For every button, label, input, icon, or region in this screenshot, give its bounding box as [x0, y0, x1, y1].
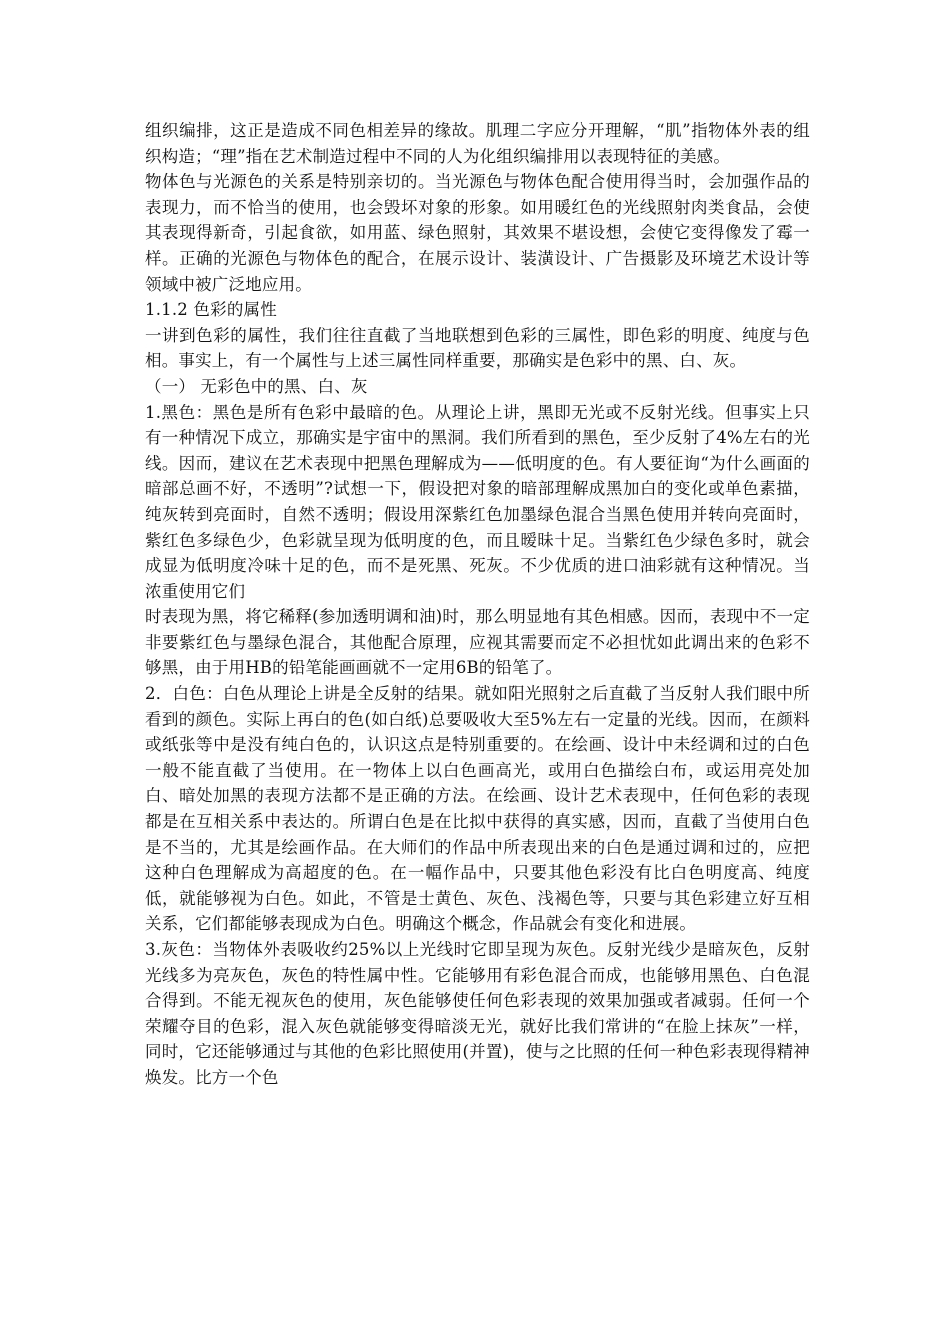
paragraph-color-attributes-intro: 一讲到色彩的属性，我们往往直截了当地联想到色彩的三属性，即色彩的明度、纯度与色相。事实上，有一个属性与上述三属性同样重要，那确实是色彩中的黑、白、灰。 [145, 325, 810, 371]
paragraph-black: 1.黑色：黑色是所有色彩中最暗的色。从理论上讲，黑即无光或不反射光线。但事实上只有一种情况下成立，那确实是宇宙中的黑洞。我们所看到的黑色，至少反射了4%左右的光线。因而，建议在艺术表现中把黑色理解成为——低明度的色。有人要征询“为什么画面的暗部总画不好，不透明”?试想一下，假设把对象的暗部理解成黑加白的变化或单色素描，纯灰转到亮面时，自然不透明；假设用深紫红色加墨绿色混合当黑色使用并转向亮面时，紫红色多绿色少，色彩就呈现为低明度的色，而且暧昧十足。当紫红色少绿色多时，就会成显为低明度冷味十足的色，而不是死黑、死灰。不少优质的进口油彩就有这种情况。当浓重使用它们 [145, 402, 810, 601]
paragraph-object-light-color: 物体色与光源色的关系是特别亲切的。当光源色与物体色配合使用得当时，会加强作品的表现力，而不恰当的使用，也会毁坏对象的形象。如用暖红色的光线照射肉类食品，会使其表现得新奇，引起食欲，如用蓝、绿色照射，其效果不堪设想，会使它变得像发了霉一样。正确的光源色与物体色的配合，在展示设计、装潢设计、广告摄影及环境艺术设计等领域中被广泛地应用。 [145, 172, 810, 294]
document-page [145, 118, 810, 1091]
subsection-heading-achromatic: （一） 无彩色中的黑、白、灰 [145, 376, 368, 396]
section-heading-color-attributes: 1.1.2 色彩的属性 [145, 300, 277, 320]
paragraph-black-continued: 时表现为黑，将它稀释(参加透明调和油)时，那么明显地有其色相感。因而，表现中不一定非要紫红色与墨绿色混合，其他配合原理，应视其需要而定不必担忧如此调出来的色彩不够黑，由于用HB的铅笔能画画就不一定用6B的铅笔了。 [145, 607, 810, 678]
paragraph-texture-definition: 组织编排，这正是造成不同色相差异的缘故。肌理二字应分开理解，“肌”指物体外表的组织构造；“理”指在艺术制造过程中不同的人为化组织编排用以表现特征的美感。 [145, 121, 810, 166]
paragraph-white: 2．白色：白色从理论上讲是全反射的结果。就如阳光照射之后直截了当反射人我们眼中所看到的颜色。实际上再白的色(如白纸)总要吸收大至5%左右一定量的光线。因而，在颜料或纸张等中是没有纯白色的，认识这点是特别重要的。在绘画、设计中未经调和过的白色一般不能直截了当使用。在一物体上以白色画高光，或用白色描绘白布，或运用亮处加白、暗处加黑的表现方法都不是正确的方法。在绘画、设计艺术表现中，任何色彩的表现都是在互相关系中表达的。所谓白色是在比拟中获得的真实感，因而，直截了当使用白色是不当的，尤其是绘画作品。在大师们的作品中所表现出来的白色是通过调和过的，应把这种白色理解成为高超度的色。在一幅作品中，只要其他色彩没有比白色明度高、纯度低，就能够视为白色。如此，不管是士黄色、灰色、浅褐色等，只要与其色彩建立好互相关系，它们都能够表现成为白色。明确这个概念，作品就会有变化和进展。 [145, 684, 810, 934]
paragraph-gray: 3.灰色：当物体外表吸收约25%以上光线时它即呈现为灰色。反射光线少是暗灰色，反射光线多为亮灰色，灰色的特性属中性。它能够用有彩色混合而成，也能够用黑色、白色混合得到。不能无视灰色的使用，灰色能够使任何色彩表现的效果加强或者减弱。任何一个荣耀夺目的色彩，混入灰色就能够变得暗淡无光，就好比我们常讲的“在脸上抹灰”一样，同时，它还能够通过与其他的色彩比照使用(并置)，使与之比照的任何一种色彩表现得精神焕发。比方一个色 [145, 940, 810, 1087]
